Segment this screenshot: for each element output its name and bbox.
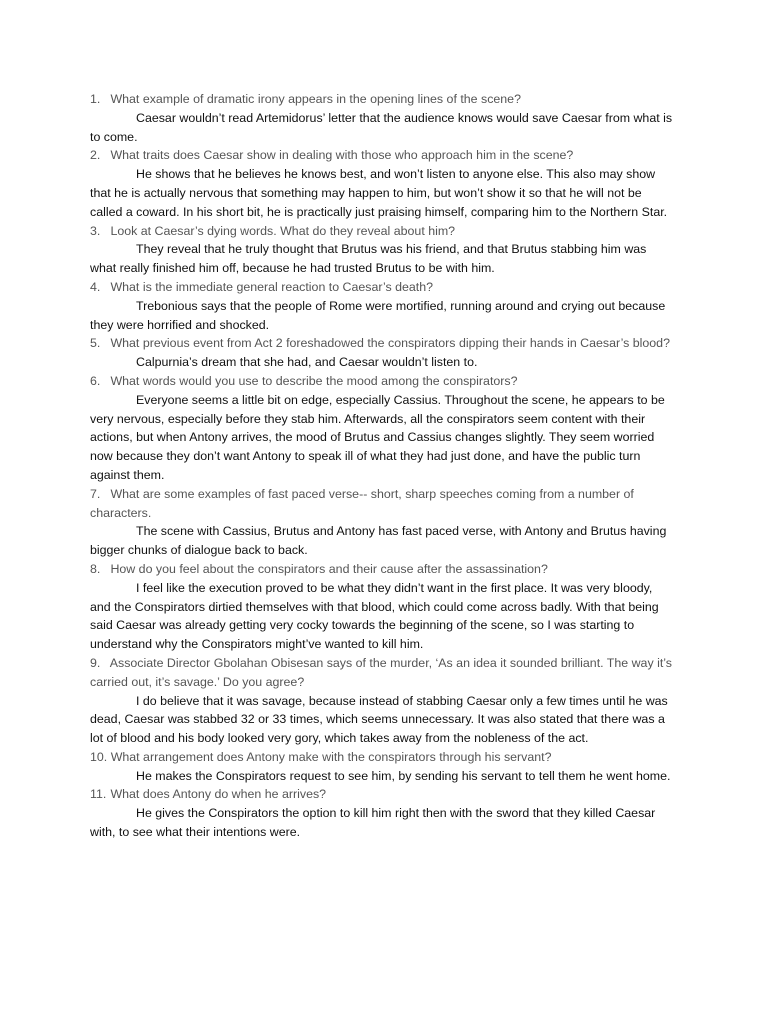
answer-9: I do believe that it was savage, because instead of stabbing Caesar only a few times until he was dead, Caesar was stabbed 32 or 33 times, which seems unnecessary. It was also stated that there was a lot of blood and his body looked very gory, which takes away from the nobleness of the act.: [90, 693, 668, 746]
question-10: [90, 748, 674, 767]
question-3: [90, 222, 674, 241]
question-text: What example of dramatic irony appears in the opening lines of the scene?: [110, 92, 521, 106]
qa-item-4: [90, 278, 674, 334]
question-text: What words would you use to describe the mood among the conspirators?: [110, 373, 518, 388]
question-text: What is the immediate general reaction to Caesar’s death?: [110, 279, 434, 294]
qa-item-9: [90, 654, 674, 748]
answer-7: The scene with Cassius, Brutus and Antony has fast paced verse, with Antony and Brutus having bigger chunks of dialogue back to back.: [90, 524, 667, 558]
question-text: Associate Director Gbolahan Obisesan says of the murder, ‘As an idea it sounded brilliant. The way it’s carried out, it’s savage.’ Do you agree?: [90, 655, 672, 689]
qa-item-3: [90, 222, 674, 278]
question-4: [90, 278, 674, 297]
answer-10: He makes the Conspirators request to see him, by sending his servant to tell them he went home.: [136, 768, 671, 783]
answer-6: Everyone seems a little bit on edge, especially Cassius. Throughout the scene, he appears to be very nervous, especially before they stab him. Afterwards, all the conspirators seem content with their actions, but when Antony arrives, the mood of Brutus and Cassius changes slightly. They seem worried now because they don’t want Antony to speak ill of what they had just done, and have the public turn against them.: [90, 392, 665, 482]
question-number: 4.: [90, 279, 101, 294]
question-7: [90, 485, 674, 523]
document-page: [90, 90, 674, 842]
question-text: What are some examples of fast paced verse-- short, sharp speeches coming from a number of characters.: [90, 486, 634, 520]
question-5: [90, 334, 674, 353]
question-number: 11.: [90, 787, 107, 802]
question-number: 8.: [90, 561, 101, 576]
question-9: [90, 654, 674, 692]
qa-item-2: [90, 146, 674, 221]
question-6: [90, 372, 674, 391]
answer-11: He gives the Conspirators the option to kill him right then with the sword that they killed Caesar with, to see what their intentions were.: [90, 806, 656, 840]
qa-item-8: [90, 560, 674, 654]
answer-3: They reveal that he truly thought that Brutus was his friend, and that Brutus stabbing him was what really finished him off, because he had trusted Brutus to be with him.: [90, 242, 647, 276]
question-number: 7.: [90, 486, 101, 501]
question-number: 6.: [90, 373, 101, 388]
question-number: 9.: [90, 655, 101, 670]
question-1: [90, 90, 674, 109]
qa-item-5: [90, 334, 674, 372]
qa-item-10: [90, 748, 674, 786]
question-number: 10.: [90, 749, 108, 764]
answer-4: Trebonious says that the people of Rome were mortified, running around and crying out because they were horrified and shocked.: [90, 298, 666, 332]
qa-item-7: [90, 485, 674, 560]
question-11: [90, 785, 674, 804]
question-number: 3.: [90, 223, 101, 238]
question-text: What arrangement does Antony make with the conspirators through his servant?: [110, 749, 552, 764]
qa-item-6: [90, 372, 674, 485]
question-2: [90, 146, 674, 165]
answer-5: Calpurnia’s dream that she had, and Caesar wouldn’t listen to.: [136, 355, 478, 370]
question-number: 1.: [90, 92, 101, 106]
answer-8: I feel like the execution proved to be what they didn’t want in the first place. It was very bloody, and the Conspirators dirtied themselves with that blood, which could come across badly. With that being said Caesar was already getting very cocky towards the beginning of the scene, so I was starting to understand why the Conspirators might’ve wanted to kill him.: [90, 580, 659, 652]
qa-item-1: [90, 90, 674, 146]
qa-item-11: [90, 785, 674, 841]
question-number: 2.: [90, 148, 101, 163]
answer-2: He shows that he believes he knows best, and won’t listen to anyone else. This also may show that he is actually nervous that something may happen to him, but won’t show it so that he will not be called a coward. In his short bit, he is practically just praising himself, comparing him to the Northern Star.: [90, 167, 668, 219]
question-text: What traits does Caesar show in dealing with those who approach him in the scene?: [110, 148, 574, 163]
question-text: What does Antony do when he arrives?: [110, 787, 327, 802]
question-number: 5.: [90, 336, 101, 351]
question-text: What previous event from Act 2 foreshadowed the conspirators dipping their hands in Caesar’s blood?: [110, 336, 670, 351]
question-text: Look at Caesar’s dying words. What do they reveal about him?: [110, 223, 456, 238]
answer-1: Caesar wouldn’t read Artemidorus’ letter that the audience knows would save Caesar from what is to come.: [90, 110, 673, 144]
question-text: How do you feel about the conspirators and their cause after the assassination?: [110, 561, 548, 576]
question-8: [90, 560, 674, 579]
